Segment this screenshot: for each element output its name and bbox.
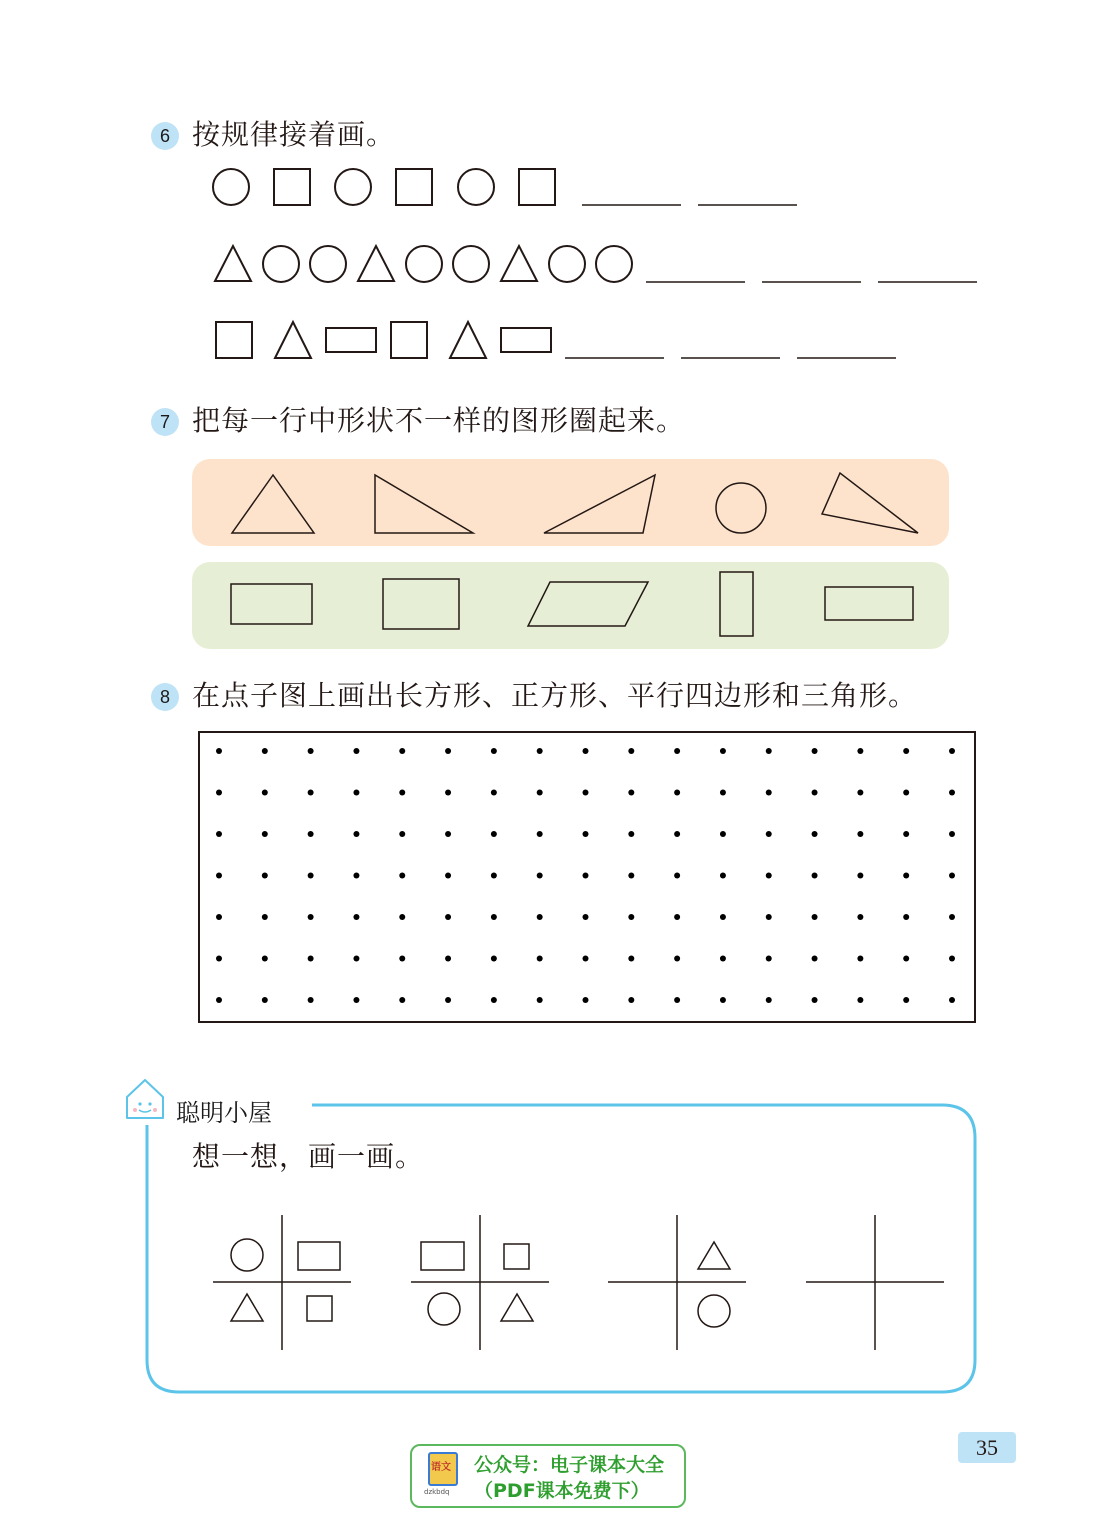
question-8-text: 在点子图上画出长方形、正方形、平行四边形和三角形。: [192, 679, 918, 712]
pattern-circle: [549, 246, 585, 282]
pattern-square: [519, 169, 555, 205]
book-icon-label: 语文: [431, 1462, 451, 1473]
pattern-rectangle: [326, 328, 376, 352]
triangle-row-band: [192, 459, 949, 546]
pattern-triangle: [450, 322, 486, 358]
puzzle-circle: [231, 1239, 263, 1271]
pattern-square: [216, 322, 252, 358]
pattern-triangle: [501, 246, 537, 281]
pattern-triangle: [275, 322, 311, 358]
pattern-circle: [458, 169, 494, 205]
question-number-6: 6: [151, 122, 179, 150]
book-icon-caption: dzkbdq: [424, 1488, 450, 1496]
puzzle-circle: [428, 1293, 460, 1325]
question-7-text: 把每一行中形状不一样的图形圈起来。: [192, 404, 686, 437]
pattern-circle: [406, 246, 442, 282]
watermark-line-2: （PDF课本免费下）: [474, 1480, 650, 1502]
page-number: 35: [958, 1432, 1016, 1463]
pattern-square: [274, 169, 310, 205]
puzzle-triangle: [231, 1294, 263, 1321]
pattern-rectangle: [501, 328, 551, 352]
pattern-circle: [263, 246, 299, 282]
watermark-line-1: 公众号：电子课本大全: [474, 1454, 665, 1476]
pattern-triangle: [215, 246, 251, 281]
puzzle-circle: [698, 1295, 730, 1327]
watermark-banner: [410, 1444, 686, 1508]
puzzle-rectangle: [298, 1242, 340, 1270]
pattern-circle: [453, 246, 489, 282]
pattern-square: [396, 169, 432, 205]
pattern-circle: [596, 246, 632, 282]
puzzle-triangle: [501, 1294, 533, 1321]
pattern-circle: [335, 169, 371, 205]
pattern-triangle: [358, 246, 394, 281]
book-icon: [424, 1452, 462, 1498]
question-6-text: 按规律接着画。: [192, 118, 396, 151]
quadrilateral-row-band: [192, 562, 949, 649]
puzzle-rectangle: [421, 1242, 464, 1270]
puzzle-square: [307, 1296, 332, 1321]
clever-house-prompt: 想一想，画一画。: [192, 1140, 425, 1173]
pattern-circle: [310, 246, 346, 282]
puzzle-square: [504, 1244, 529, 1269]
question-number-8: 8: [151, 683, 179, 711]
pattern-square: [391, 322, 427, 358]
clever-house-title: 聪明小屋: [176, 1099, 272, 1127]
puzzle-triangle: [698, 1242, 730, 1269]
question-number-7: 7: [151, 408, 179, 436]
dot-grid-box[interactable]: [198, 731, 976, 1023]
pattern-circle: [213, 169, 249, 205]
